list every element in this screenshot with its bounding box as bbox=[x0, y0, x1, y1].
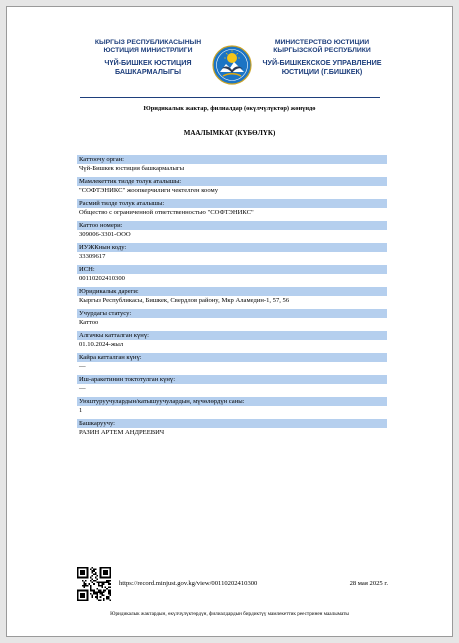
header-right-line-4: ЮСТИЦИИ (Г.БИШКЕК) bbox=[281, 66, 363, 76]
header-right-russian bbox=[253, 39, 391, 76]
field-label: Кайра катталган күнү: bbox=[77, 353, 387, 362]
field-label: Уюштуруучулардын/катышуучулардын, мүчөлөрдүн саны: bbox=[77, 397, 387, 406]
field-value: Кыргыз Республикасы, Бишкек, Свердлов районy, Мкр Аламедин-1, 57, 56 bbox=[79, 297, 290, 304]
document-title: МААЛЫМКАТ (КҮБӨЛҮК) bbox=[183, 129, 276, 137]
state-emblem-icon bbox=[212, 45, 252, 85]
field-label: Башкаруучу: bbox=[77, 419, 387, 428]
field-value: Общество с ограниченной ответственностью "СОФТЭНИКС" bbox=[79, 209, 254, 216]
field-label: Расмий тилде толук аталышы: bbox=[77, 199, 387, 208]
header-left-line-3: ЧҮЙ-БИШКЕК ЮСТИЦИЯ bbox=[104, 58, 192, 68]
document-header bbox=[7, 39, 452, 99]
field-value: 309006-3301-ООО bbox=[79, 231, 131, 238]
field-label: Каттоочу орган: bbox=[77, 155, 387, 164]
field-value: 1 bbox=[79, 407, 83, 414]
header-left-line-2: ЮСТИЦИЯ МИНИСТРЛИГИ bbox=[103, 47, 193, 55]
field-label: ИСН: bbox=[77, 265, 387, 274]
field-value: 01.10.2024-жыл bbox=[79, 341, 124, 348]
header-divider bbox=[80, 97, 380, 98]
field-label: Алгачкы катталган күнү: bbox=[77, 331, 387, 340]
document-type: Юридикалык жактар, филиалдар (өкүлчүлүктөр) жөнүндө bbox=[143, 105, 316, 112]
field-label: ИУЖКнын коду: bbox=[77, 243, 387, 252]
document-page bbox=[6, 6, 453, 637]
header-right-line-2: КЫРГЫЗСКОЙ РЕСПУБЛИКИ bbox=[273, 47, 371, 55]
field-label: Юридикалык дареги: bbox=[77, 287, 387, 296]
registry-footer: Юридикалык жактардын, өкүлчүлүктөрдүн, филиалдардын бирдиктүү мамлекеттик реестринен маалыматы bbox=[110, 611, 349, 617]
field-value: 33309617 bbox=[79, 253, 106, 260]
field-value: РАЗИН АРТЕМ АНДРЕЕВИЧ bbox=[79, 429, 165, 436]
field-value: "СОФТЭНИКС" жоопкерчилиги чектелген коому bbox=[79, 187, 218, 194]
field-value: Каттоо bbox=[79, 319, 99, 326]
field-label: Иш-аракетинин токтотулган күнү: bbox=[77, 375, 387, 384]
issue-date: 28 мая 2025 г. bbox=[349, 580, 388, 587]
field-label: Мамлекеттик тилде толук аталышы: bbox=[77, 177, 387, 186]
header-left-line-4: БАШКАРМАЛЫГЫ bbox=[114, 66, 182, 76]
field-value: Чүй-Бишкек юстиция башкармалыгы bbox=[79, 165, 185, 172]
field-value: — bbox=[79, 385, 86, 392]
field-label: Каттоо номери: bbox=[77, 221, 387, 230]
header-right-line-3: ЧУЙ-БИШКЕКСКОЕ УПРАВЛЕНИЕ bbox=[262, 58, 382, 68]
qr-code-icon[interactable] bbox=[77, 567, 111, 601]
header-right-line-1: МИНИСТЕРСТВО ЮСТИЦИИ bbox=[274, 39, 370, 46]
record-url[interactable]: https://record.minjust.gov.kg/view/00110202410300 bbox=[119, 580, 258, 587]
registration-fields bbox=[77, 152, 387, 438]
header-left-kyrgyz bbox=[79, 39, 217, 76]
field-value: 00110202410300 bbox=[79, 275, 125, 282]
header-left-line-1: КЫРГЫЗ РЕСПУБЛИКАСЫНЫН bbox=[94, 39, 202, 46]
field-label: Учурдагы статусу: bbox=[77, 309, 387, 318]
field-value: — bbox=[79, 363, 86, 370]
